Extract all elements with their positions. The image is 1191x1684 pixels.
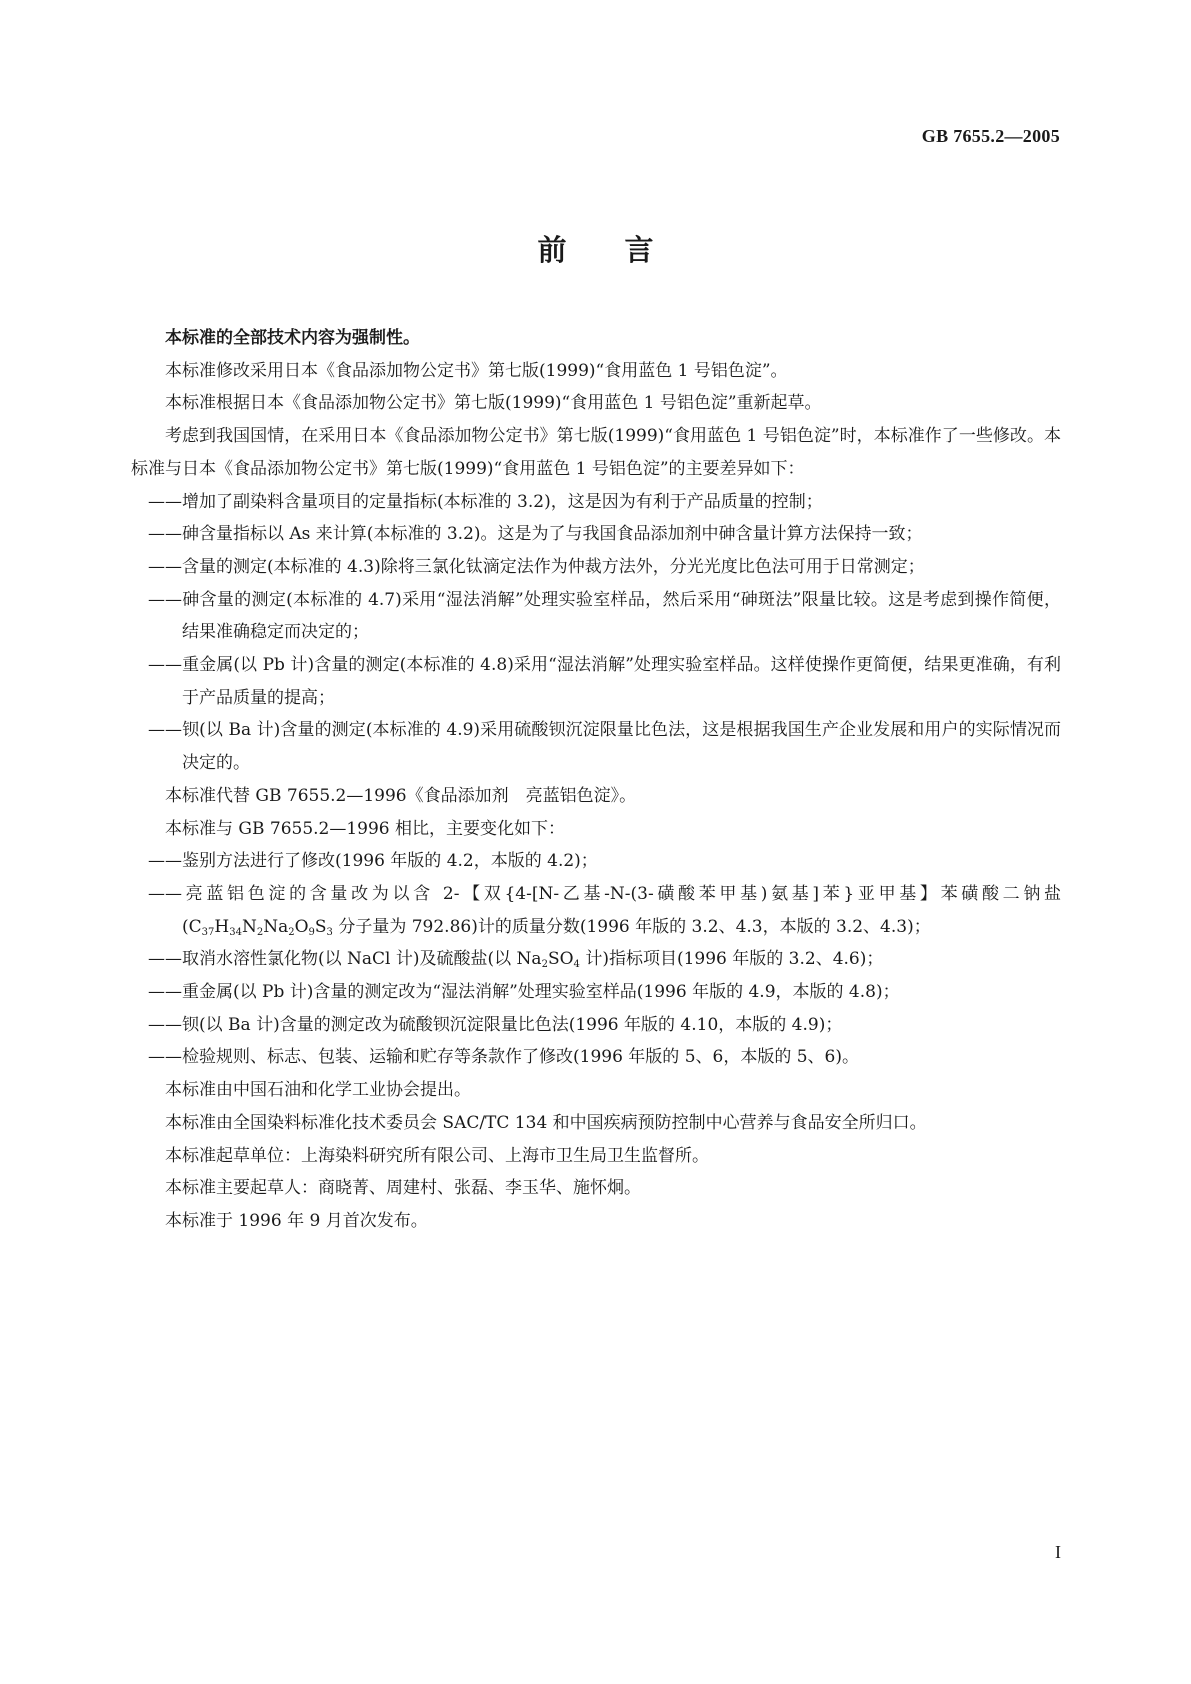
subscript: 2 <box>541 959 548 971</box>
list-item-formula <box>131 878 1061 943</box>
subscript: 34 <box>229 926 242 938</box>
list-item-formula <box>131 943 1061 976</box>
list-item: ——重金属(以 Pb 计)含量的测定(本标准的 4.8)采用“湿法消解”处理实验室样品。这样使操作更简便，结果更准确，有利于产品质量的提高； <box>148 655 1061 708</box>
subscript: 2 <box>288 926 295 938</box>
text: 计)指标项目(1996 年版的 3.2、4.6)； <box>579 949 884 970</box>
paragraph: 本标准起草单位：上海染料研究所有限公司、上海市卫生局卫生监督所。 <box>165 1145 709 1166</box>
list-item: ——砷含量指标以 As 来计算(本标准的 3.2)。这是为了与我国食品添加剂中砷含量计算方法保持一致； <box>148 524 923 545</box>
text: 分子量为 792.86)计的质量分数(1996 年版的 3.2、4.3，本版的 3.2、4.3)； <box>332 916 931 937</box>
paragraph: 本标准由中国石油和化学工业协会提出。 <box>165 1080 471 1101</box>
text: ——取消水溶性氯化物(以 NaCl 计)及硫酸盐(以 Na <box>148 949 542 970</box>
text: O <box>294 916 309 937</box>
paragraph: 本标准于 1996 年 9 月首次发布。 <box>165 1210 428 1231</box>
paragraph: 本标准修改采用日本《食品添加物公定书》第七版(1999)“食用蓝色 1 号铝色淀”。 <box>165 360 788 381</box>
text: N <box>241 916 257 937</box>
list-item: ——钡(以 Ba 计)含量的测定改为硫酸钡沉淀限量比色法(1996 年版的 4.10，本版的 4.9)； <box>148 1014 843 1035</box>
list-item: ——钡(以 Ba 计)含量的测定(本标准的 4.9)采用硫酸钡沉淀限量比色法，这是根据我国生产企业发展和用户的实际情况而决定的。 <box>148 720 1061 774</box>
text: S <box>314 916 327 937</box>
paragraph: 本标准与 GB 7655.2—1996 相比，主要变化如下： <box>165 818 566 839</box>
title-char-2: 言 <box>624 233 654 267</box>
text: SO <box>547 949 574 970</box>
page-title <box>0 228 1191 269</box>
paragraph: 考虑到我国国情，在采用日本《食品添加物公定书》第七版(1999)“食用蓝色 1 号铝色淀”时，本标准作了一些修改。本标准与日本《食品添加物公定书》第七版(1999)“食用蓝色 1 号铝色淀”的主要差异如下： <box>131 426 1061 479</box>
paragraph: 本标准由全国染料标准化技术委员会 SAC/TC 134 和中国疾病预防控制中心营养与食品安全所归口。 <box>165 1112 927 1133</box>
text: H <box>214 916 230 937</box>
list-item: ——含量的测定(本标准的 4.3)除将三氯化钛滴定法作为仲裁方法外，分光光度比色法可用于日常测定； <box>148 556 925 577</box>
subscript: 37 <box>201 926 215 938</box>
title-char-1: 前 <box>537 233 567 267</box>
page-number: I <box>1055 1542 1061 1562</box>
subscript: 2 <box>256 926 264 938</box>
paragraph-mandatory: 本标准的全部技术内容为强制性。 <box>165 328 420 348</box>
subscript: 3 <box>326 926 333 938</box>
list-item: ——鉴别方法进行了修改(1996 年版的 4.2，本版的 4.2)； <box>148 851 598 872</box>
subscript: 9 <box>308 926 315 938</box>
standard-number: GB 7655.2—2005 <box>921 126 1060 146</box>
list-item: ——检验规则、标志、包装、运输和贮存等条款作了修改(1996 年版的 5、6，本版的 5、6)。 <box>148 1047 860 1068</box>
preface-body <box>131 322 1061 1238</box>
paragraph: 本标准主要起草人：商晓菁、周建村、张磊、李玉华、施怀炯。 <box>165 1178 641 1199</box>
text: ——亮蓝铝色淀的含量改为以含 2-【双{4-[N-乙基-N-(3-磺酸苯甲基)氨基]苯}亚甲基】苯磺酸二钠盐(C <box>148 883 1061 937</box>
list-item: ——砷含量的测定(本标准的 4.7)采用“湿法消解”处理实验室样品，然后采用“砷斑法”限量比较。这是考虑到操作简便，结果准确稳定而决定的； <box>148 589 1061 643</box>
paragraph: 本标准代替 GB 7655.2—1996《食品添加剂 亮蓝铝色淀》。 <box>165 785 637 806</box>
paragraph: 本标准根据日本《食品添加物公定书》第七版(1999)“食用蓝色 1 号铝色淀”重新起草。 <box>165 393 822 414</box>
list-item: ——重金属(以 Pb 计)含量的测定改为“湿法消解”处理实验室样品(1996 年版的 4.9，本版的 4.8)； <box>148 982 900 1003</box>
subscript: 4 <box>573 959 580 971</box>
list-item: ——增加了副染料含量项目的定量指标(本标准的 3.2)，这是因为有利于产品质量的控制； <box>148 491 823 512</box>
text: Na <box>263 916 289 937</box>
